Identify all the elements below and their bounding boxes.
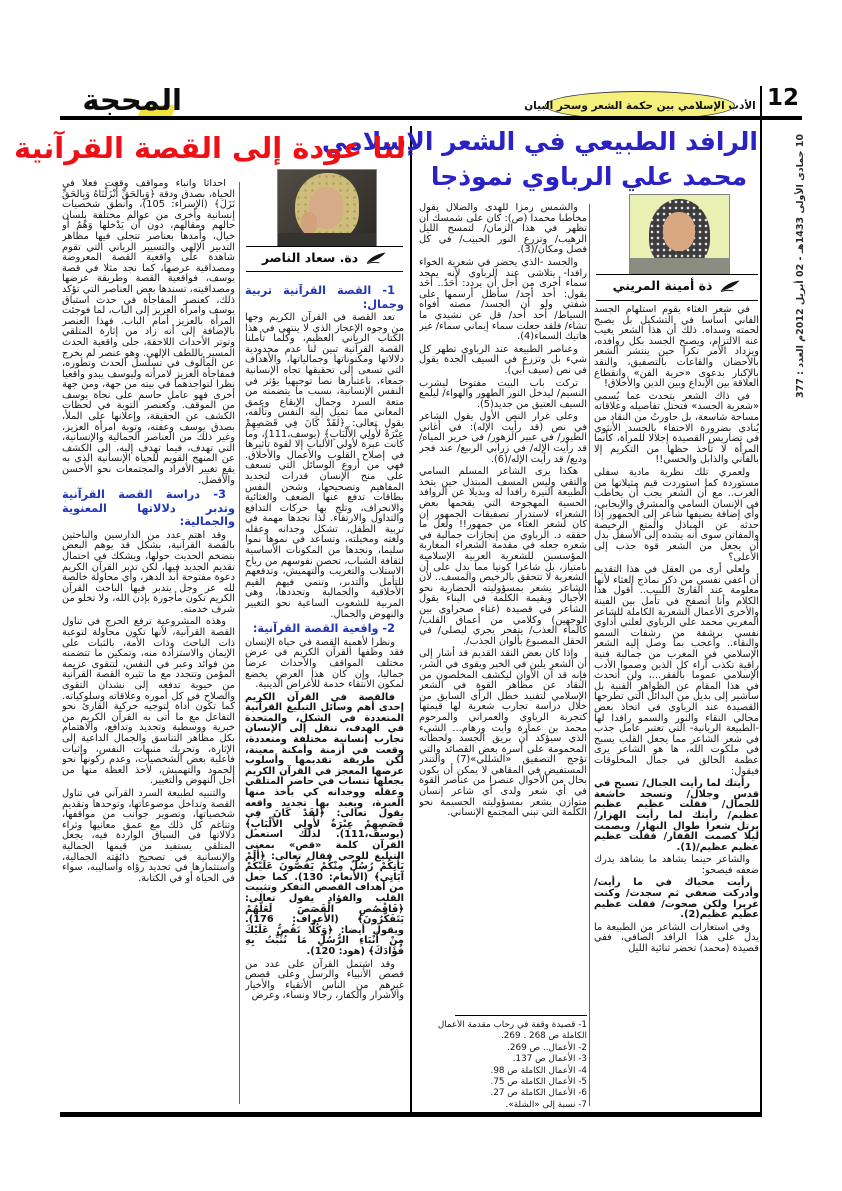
- right-article-title-line1: الرافد الطبيعي في الشعر الإسلامي: [321, 127, 758, 156]
- footnote: 1- قصيدة وقفة في رحاب مقدمة الأعمال الكاملة ص 268 . 269.: [437, 1020, 587, 1042]
- footnote-separator: [455, 1015, 587, 1016]
- article-divider: [410, 126, 412, 1114]
- caption-rule-bottom: [596, 300, 758, 301]
- footer-rule: [60, 1112, 762, 1117]
- paragraph: والجسد -الذي يحضر في شعرية الخواء رافدا- يتلاشى عند الرباوي لأنه يمجد سماء أخرى من أجل أن يردد: أحَدٌ.. أحَد يقول: أحد أحد/ سأظل أرسمها على شفتي ولو أن الجسد/ مصته أفواه السياط/ أحد أحد/ قل عن نشيدي ما تشاء/ فلقد جعلت سماء إيماني سماء/ غير هاتيك السماء(4).: [419, 256, 587, 343]
- face-shape: [663, 212, 695, 251]
- paragraph: ولعمري تلك نظرية مادية سفلى مستوردة كما استوردت قيم مثيلاتها من الغرب.. مع أن الشعر يجب أن يخاطب في الإنسان السامي والمشرق والإيجابي، وأي إضافة يضيفها شاعر إلى الجمهور إذا حدثه عن المباذل والمتع الرخيصة والمفاتن سوى أنه يشده إلى الأسفل بدل أن يجعل من الشعر قوة جذب إلى الأعلى؟: [594, 466, 759, 563]
- paragraph: ولعلي أرى من العقل في هذا التقديم أن أعفي نفسي من ذكر نماذج الغثاء لأنها معلومة عند القارئ اللبيب.. أقول هذا الكلام وأنا أتصفح في تأمل بين الفينة والأخرى الأعمال الشعرية الكاملة للشاعر المغربي محمد علي الرباوي لعلني أداوي نفسي برشفة من رشفات السمو والنقاء.. وأعجب بما وصل إليه الشعر الإسلامي في المغرب من جمالية فنية راقية تكذب آراء كل الذين وصموا الأدب الإسلامي عموما بالفقر...، ولن أتحدث في هذا المقام عن الظواهر الفنية بل سأشير إلى بديل من البدائل التي تطرحها القصيدة عند الرباوي في اتخاذ بعض مجالي النقاء والنور والسمو رافدا لها -الطبيعة الربانية- التي تعتبر عامل جذب في شعر الشاعر مما يجعل القلب يسبح في ملكوت الله، ها هو الشاعر يرى عظمة الخالق في جمال المخلوقات فيقول:: [594, 564, 759, 777]
- footnote: 7- نسبة إلى «الشلة».: [505, 1099, 587, 1110]
- poem-lines: رأيتك لما رأيت الجبال/ تسبح في قدس وجلال/ وتسجد خاشعة للجمال/ فقلت عظيم عظيم عظيم/ رأيتك لما رأيت الهزار/ يرتل شعرا طوال النهار/ ويصمت ليلا كصمت القفار/ فقلت عظيم عظيم عظيم/(1).: [594, 778, 759, 853]
- paragraph: وقد اشتمل القرآن على عدد من قصص الأنبياء والرسل وعلى قصص غيرهم من الناس الأتقياء والأخيار والأشرار والكفار، رجالا ونساء، وعرض: [245, 958, 404, 1002]
- author-photo-left: [277, 169, 377, 247]
- paragraph: هكذا يرى الشاعر المسلم السامي والتقي وليس المسف المبتذل حين يتخذ الطبيعة النيرة رافدا له وبديلا عن الروافد الحسية المهجوجة التي يقحمها بعض الشعراء لاستدرار تصفيقات الجمهور إن كان لشعر الغثاء من جمهور!! ولعل ما حققه د. الرباوي من إنجازات جمالية في شعره جعله في مقدمة الشعراء المغاربة المؤسسين للشعرية العربية الإسلامية بامتياز، بل شاعرا كونيا مما يدل على أن الشعرية لا تتحقق بالرخيص والمسف.. لأن الشاعر يشعر بمسؤوليته الحضارية نحو الأجيال وبقيمة الكلمة في البناء يقول الشاعر في قصيدة (غناء صحراوي بين الوجهين) وكلامي من أعماق القلب/ كالماء العذب/ يتفجر يجري ليصلي/ في الحقل المصبوغ بألوان الجذب/.: [419, 466, 587, 647]
- paragraph-bold: فالقصة في القرآن الكريم إحدى أهم وسائل التبليغ القرآنية المتعددة في الشكل، والمتحدة في الهدف، تنقل إلى الإنسان تجارب إنسانية مختلفة ومتعددة، وقعت في أزمنة وأمكنة معينة، لكن طريقة تقديمها وأسلوب عرضها المعجز في القرآن الكريم يجعلها تنساب في حاضر المتلقي وعقله ووجدانه كي يأخذ منها العبرة، ويعيد بها تجديد واقعه يقول تعالى: ﴿لقَدْ كَانَ فِي قَصَصِهِمْ عِبْرَةٌ لأُولِي الأَلْبَابِ﴾ (يوسف،111). لذلك استعمل القرآن كلمة «قص» بمعنى التبليغ للوحي فقال تعالى: ﴿أَلَمْ يَأْتِكُمْ رُسُلٌ مِنْكُمْ يَقُصُّونَ عَلَيْكُمْ آيَاتِي﴾ (الأنعام: 130). كما جعل من أهداف القصص التفكر وتثبيت القلب والفؤاد يقول تعالى: ﴿فَاقْصُصِ الْقَصَصَ لَعَلَّهُمْ يَتَفَكَّرُونَ﴾ (الأعراف: 176). ويقول أيضا: ﴿وَكُلًّا نَقُصُّ عَلَيْكَ مِنْ أَنْبَاءِ الرُّسُلِ مَا نُثَبِّتُ بِهِ فُؤَادَكَ﴾ (هود: 120).: [245, 691, 404, 957]
- left-article-column-divider: [239, 182, 240, 1104]
- author-name: دة. سعاد الناصر: [261, 250, 359, 265]
- shoulders-shape: [278, 233, 376, 246]
- masthead-logo: [72, 84, 182, 118]
- left-article-photo-column: [245, 284, 404, 1106]
- section-banner: الأدب الإسلامي بين حكمة الشعر وسحر البيان: [545, 91, 735, 120]
- section-heading-2: 2- واقعية القصة القرآنية:: [252, 622, 395, 636]
- left-article-outer-column: [62, 179, 235, 1105]
- paragraph: والتنبيه لطبيعة السرد القرآني في تناول القصة وتداخل موضوعاتها، وتوحدها وتقديم شخصياتها، وتصوير جوانب من مواقفها، وتناغم كل ذلك مع عمق معانيها وثراء دلالاتها في السياق الواردة فيه، يجعل المتلقي يستفيد من قيمها الجمالية والإنسانية في تصحيح ذائقته الجمالية، واستثمارها في تجديد رؤاه وأساليبه، سواء في الحياة أو في الكتابة.: [62, 787, 235, 884]
- caption-rule-top: [596, 274, 758, 275]
- hand-shape: [301, 212, 317, 234]
- page-number: 12: [767, 85, 800, 111]
- paragraph: أحداثا وأنباء ومواقف وقعت فعلا في الحياة، بصدق ودقة ﴿وَبِالحَقِّ أَنْزَلْنَاهُ وَبِالحَقِّ نَزَلَ﴾ (الإسراء: 105)، وأنطق شخصيات إنسانية وأخرى من عوالم مختلفة بلسان حالهم ومقالهم، دون أن يَدْخلها وَهْمٌ أو خيال، وأمدها بعناصر تتجلى فيها مظاهر التدبير الإلهي والتسيير الرباني التي تقوم شاهدة على واقعية القصة المعروضة ومصداقية عرضها، كما نجد مثلا في قصة يوسف، فواقعية القصة وطريقة عرضها ومصداقيته، تسندها بعض العناصر التي تؤكد ذلك، كعنصر المفاجأة في حدث استباق يوسف وامرأة العزيز إلى الباب، لما فوجئت المرأة بالعزيز أمام الباب. فهذا العنصر بالإضافة إلى أنه زاد من إثارة المتلقي وتوتر الأحداث اللاحقة، جلى واقعية الحدث المسير باللطف الإلهي. وهو عنصر لم يخرج عن المألوف في تسلسل الحدث وتطوره، فمفاجأة العزيز لامرأته وليوسف يبدو واقعيا نظرا لتواجدهما في بيته من جهة، ومن جهة أخرى فهو عامل حاسم على نجاة يوسف من الموقف. وكعنصر التوبة في لحظات الكشف عن الحقيقة، وإعلانها على الملأ، بصدق يوسف وعفته، وتوبة امرأة العزيز، وغير ذلك من العناصر الجمالية والإنسانية، التي تهدف، فيما تهدف إليه، إلى الكشف عن المنهج القويم للحياة الإنسانية الذي به يقع تغيير الأفراد والمجتمعات نحو الأحسن والأفضل.: [62, 179, 235, 486]
- left-article-title: لنا عودة إلى القصة القرآنية: [13, 131, 406, 165]
- footnote: 6- الأعمال الكاملة ص 27.: [490, 1088, 587, 1099]
- right-article-column-divider: [589, 204, 590, 1106]
- masthead-title: المحجة: [82, 83, 182, 117]
- section-heading-3: 3- دراسة القصة القرآنية وتدبر دلالاتها المعنوية والجمالية:: [62, 488, 235, 529]
- shoulders-shape: [630, 258, 729, 273]
- footnote: 3- الأعمال ص 137.: [512, 1054, 587, 1065]
- right-article-photo-column: [594, 305, 759, 1108]
- footnote: 5- الأعمال الكاملة ص 75.: [490, 1077, 587, 1088]
- right-article-title-line2: محمد علي الرباوي نموذجا: [430, 162, 748, 191]
- author-photo-right: [629, 194, 730, 274]
- footnotes-list: [419, 1020, 587, 1110]
- paragraph: وعلى غرار النص الأول يقول الشاعر في نص (قد رأيت الإله): في أغاني الطيور/ في عبير الزهور/ في خرير المياه/ قد رأيت الإله/ في زرابي الربيع/ عند فجر وديع/ قد رأيت الإله/(6).: [419, 411, 587, 465]
- footnote: 2- الأعمال.. ص 269.: [507, 1042, 587, 1053]
- section-heading-1: 1- القصة القرآنية تربية وجمال:: [245, 284, 404, 311]
- caption-rule-bottom: [246, 271, 403, 272]
- author-name: ذة أمينة المريني: [612, 278, 713, 293]
- paragraph: وفي استعارات الشاعر من الطبيعة ما يدل على هذا الرافد الصافي، ففي قصيدة (محمد) تحضر ثنائية الليل: [594, 921, 759, 955]
- left-article-byline: [246, 250, 403, 265]
- paragraph: في ذاك الشعر يتحدث عما يُسمى «شعرية الجسد» فتحتل تفاصيله وعلاقاته مساحة شاسعة، بل حاورتُ من النقاد من يُنادي بضرورة الاحتفاء بالجسد الأنثوي في تضاريس القصيدة إجلالا للمرأة، كأنما المرأة لا تأخذ حظها من التكريم إلا بالفاني والذابل والحسي!!: [594, 390, 759, 466]
- caption-rule-top: [246, 246, 403, 247]
- poem-lines: رأيت محياك في ما رأيت/ وأدركت ضعفي ثم سجدت/ وكنت غريرا ولكن صحوت/ فقلت عظيم عظيم عظيم(2).: [594, 877, 759, 921]
- paragraph: والشاعر حينما يشاهد ما يشاهد يدرك ضعفه فيصحو:: [594, 854, 759, 876]
- right-article-byline: [596, 278, 758, 293]
- paragraph: وعناصر الطبيعة عند الرباوي تطهر كل شيء بل وتزرع في السيف الجدة يقول في نص (سيف أبي).: [419, 343, 587, 376]
- paragraph: وهذه المشروعية ترفع الحرج في تناول القصة القرآنية، لأنها تكون محاولة لتوعية ذات الباحث وذات الأمة، بالثبات على الإيمان والاستزادة منه، وتمكين ما تتضمنه من فوائد وعبر في النفس، لتتقوى عزيمة المؤمن وتتجدد مع ما تثيره القصة القرآنية من حيوية تدفعه إلى نشدان التقوى والصلاح في كل أموره وعلاقاته وسلوكياته. كما تكون أداة لتوجيه حركية القارئ نحو التفاعل مع ما أتى به القرآن الكريم من خبرية ووسطية وتجديد وتدافع، والاهتمام بكل مظاهر التناسق والجمال الداعية إلى الإثارة، وتحريك منبهات النفس، وإثبات فاعلية بعض الشخصيات، وعدم ركونها نحو الجمود والتهميش، لأخذ العظة منها من أجل النهوض والتغيير.: [62, 616, 235, 787]
- pen-icon: [365, 251, 387, 265]
- right-edge-rule: [760, 86, 762, 1116]
- right-article-inner-column: [419, 203, 587, 1011]
- paragraph: وإذا كان بعض النقد القديم قد أشار إلى أن الشعر يلين في الخير ويقوى في الشر، فإنه قد آن الأوان ليكشف المخلصون من النقاد عن مظاهر القوة في الشعر الإسلامي لتفنيد خطل الرأي السابق من خلال دراسة تجارب شعرية لها قيمتها كتجربة الرباوي والعمراني والمرحوم محمد بن عمارة وآيت ورهام... الشيء الذي سيؤكد أن بريق الجسد ولحظاته المحمومة على أسرة بعض القصائد والتي تؤجج التصفيق «الشللي»(7) والتندر المستفيض في المقاهي لا يمكن أن يكون بحال من الأحوال عنصرا من عناصر القوة في أي شعر ولدى أي شاعر إنسان متوازن يشعر بمسؤوليته الجسيمة نحو الكلمة التي تبني المجتمع الإنساني.: [419, 648, 587, 819]
- footnote: 4- الأعمال الكاملة ص 98.: [490, 1065, 587, 1076]
- paragraph: والشمس رمزا للهدى والضلال يقول مخاطبا محمدا (ص): كان على شمسك أن تظهر في هذا الزمان/ لتمسح الليل الرهيب/ وتزرع النور الحبيب/ في كل فصل ومكان/(3).: [419, 203, 587, 256]
- paragraph: ونظرا لأهمية القصة في حياة الإنسان فقد وظفها القرآن الكريم في عرض مختلف المواقف والأحداث عرضا جماليا، وإن كان هذا العرض يخضع لمكون الانتقاء خدمة للأغراض الدينية.: [245, 636, 404, 691]
- paragraph: تعد القصة في القرآن الكريم وجها من وجوه الإعجاز الذي لا ينتهي في هذا الكتاب الرباني العظيم، وكلما تأملنا القصة القرآنية تبين لنا عدم محدودية دلالاتها ومكنوناتها وجمالياتها، والأهداف التي تسعى إلى تحقيقها تجاه الإنسانية جمعاء، باعتبارها نصا توجيهيا يؤثر في النفس الإنسانية، بسبب ما يتضمنه من متعة السرد وجمال الإيقاع وعمق المعاني مما تميل إليه النفس وتألفه، يقول تعالى: ﴿لقَدْ كَانَ فِي قَصَصِهِمْ عِبْرَةٌ لأُولِي الأَلْبَابِ﴾ (يوسف،111)، وما كانت عبرة لأولي الألباب إلا لقوة تأثيرها في إصلاح القلوب والأعمال والأخلاق. فهي من أروع الوسائل التي تسعف على منح الإنسان قدرات لتجديد المفاهيم وتصحيحها، وشحن النفس بطاقات تدفع عنها الضعف والغثائية والانحراف، وتلج بها حركات التدافع والتداول والارتقاء. لذا نجدها مهمة في تربية الطفل، تشكل وجدانه وعقله ولغته ومخيلته، وتساعد في نموها نموا سليما، ونجدها من المكونات الأساسية لثقافة الشباب، تحصن نفوسهم من رياح الاستلاب والتغريب والتهميش، وتدفعهم للتأمل والتدبر، وتنمي فيهم القيم الأخلاقية والجمالية وتجددها، وهي المربية للشعوب الساعية نحو التغيير والنهوض والجمال.: [245, 312, 404, 620]
- paragraph: وقد اهتم عدد من الدارسين والباحثين بالقصة القرآنية، بشكل قد يوهم البعض بتضخم الحديث حولها، ويشكك في احتمال تقديم الجديد فيها، لكن تدبر القرآن الكريم دعوة مفتوحة أبد الدهر، وأي محاولة خالصة لله عز وجل يتدبر فيها الباحث القرآن الكريم تكون مأجورة بإذن الله، ولا تخلو من شرف خدمته.: [62, 529, 235, 615]
- edition-date-vertical: 10 جمادى الأولى 1433هـ - 02 أبريل 2012م العدد : 377: [795, 134, 806, 398]
- paragraph: تركت باب البيت مفتوحا ليشرب النسيم/ ليدخل النور الطهور والهواء/ ليلمع السيف العتيق من جديد(5).: [419, 377, 587, 410]
- paragraph: في شعر الغثاء يقوم استلهام الجسد الفاني أساسا في التشكيل بل يصبح لحمته وسداه. ذلك أن هذا الشعر يغيب عنه الالتزام، ويصبح الجسد بكل روافده، ويزداد الأمر نكرا حين ينتشر الشعر بالأحضان والقاعات بالتصفيق، والنقد بالإكبار بدعوى «حرية الفن» وانقطاع العلاقة بين الإبداع وبين الدين والأخلاق!: [594, 305, 759, 390]
- pen-icon: [719, 279, 741, 293]
